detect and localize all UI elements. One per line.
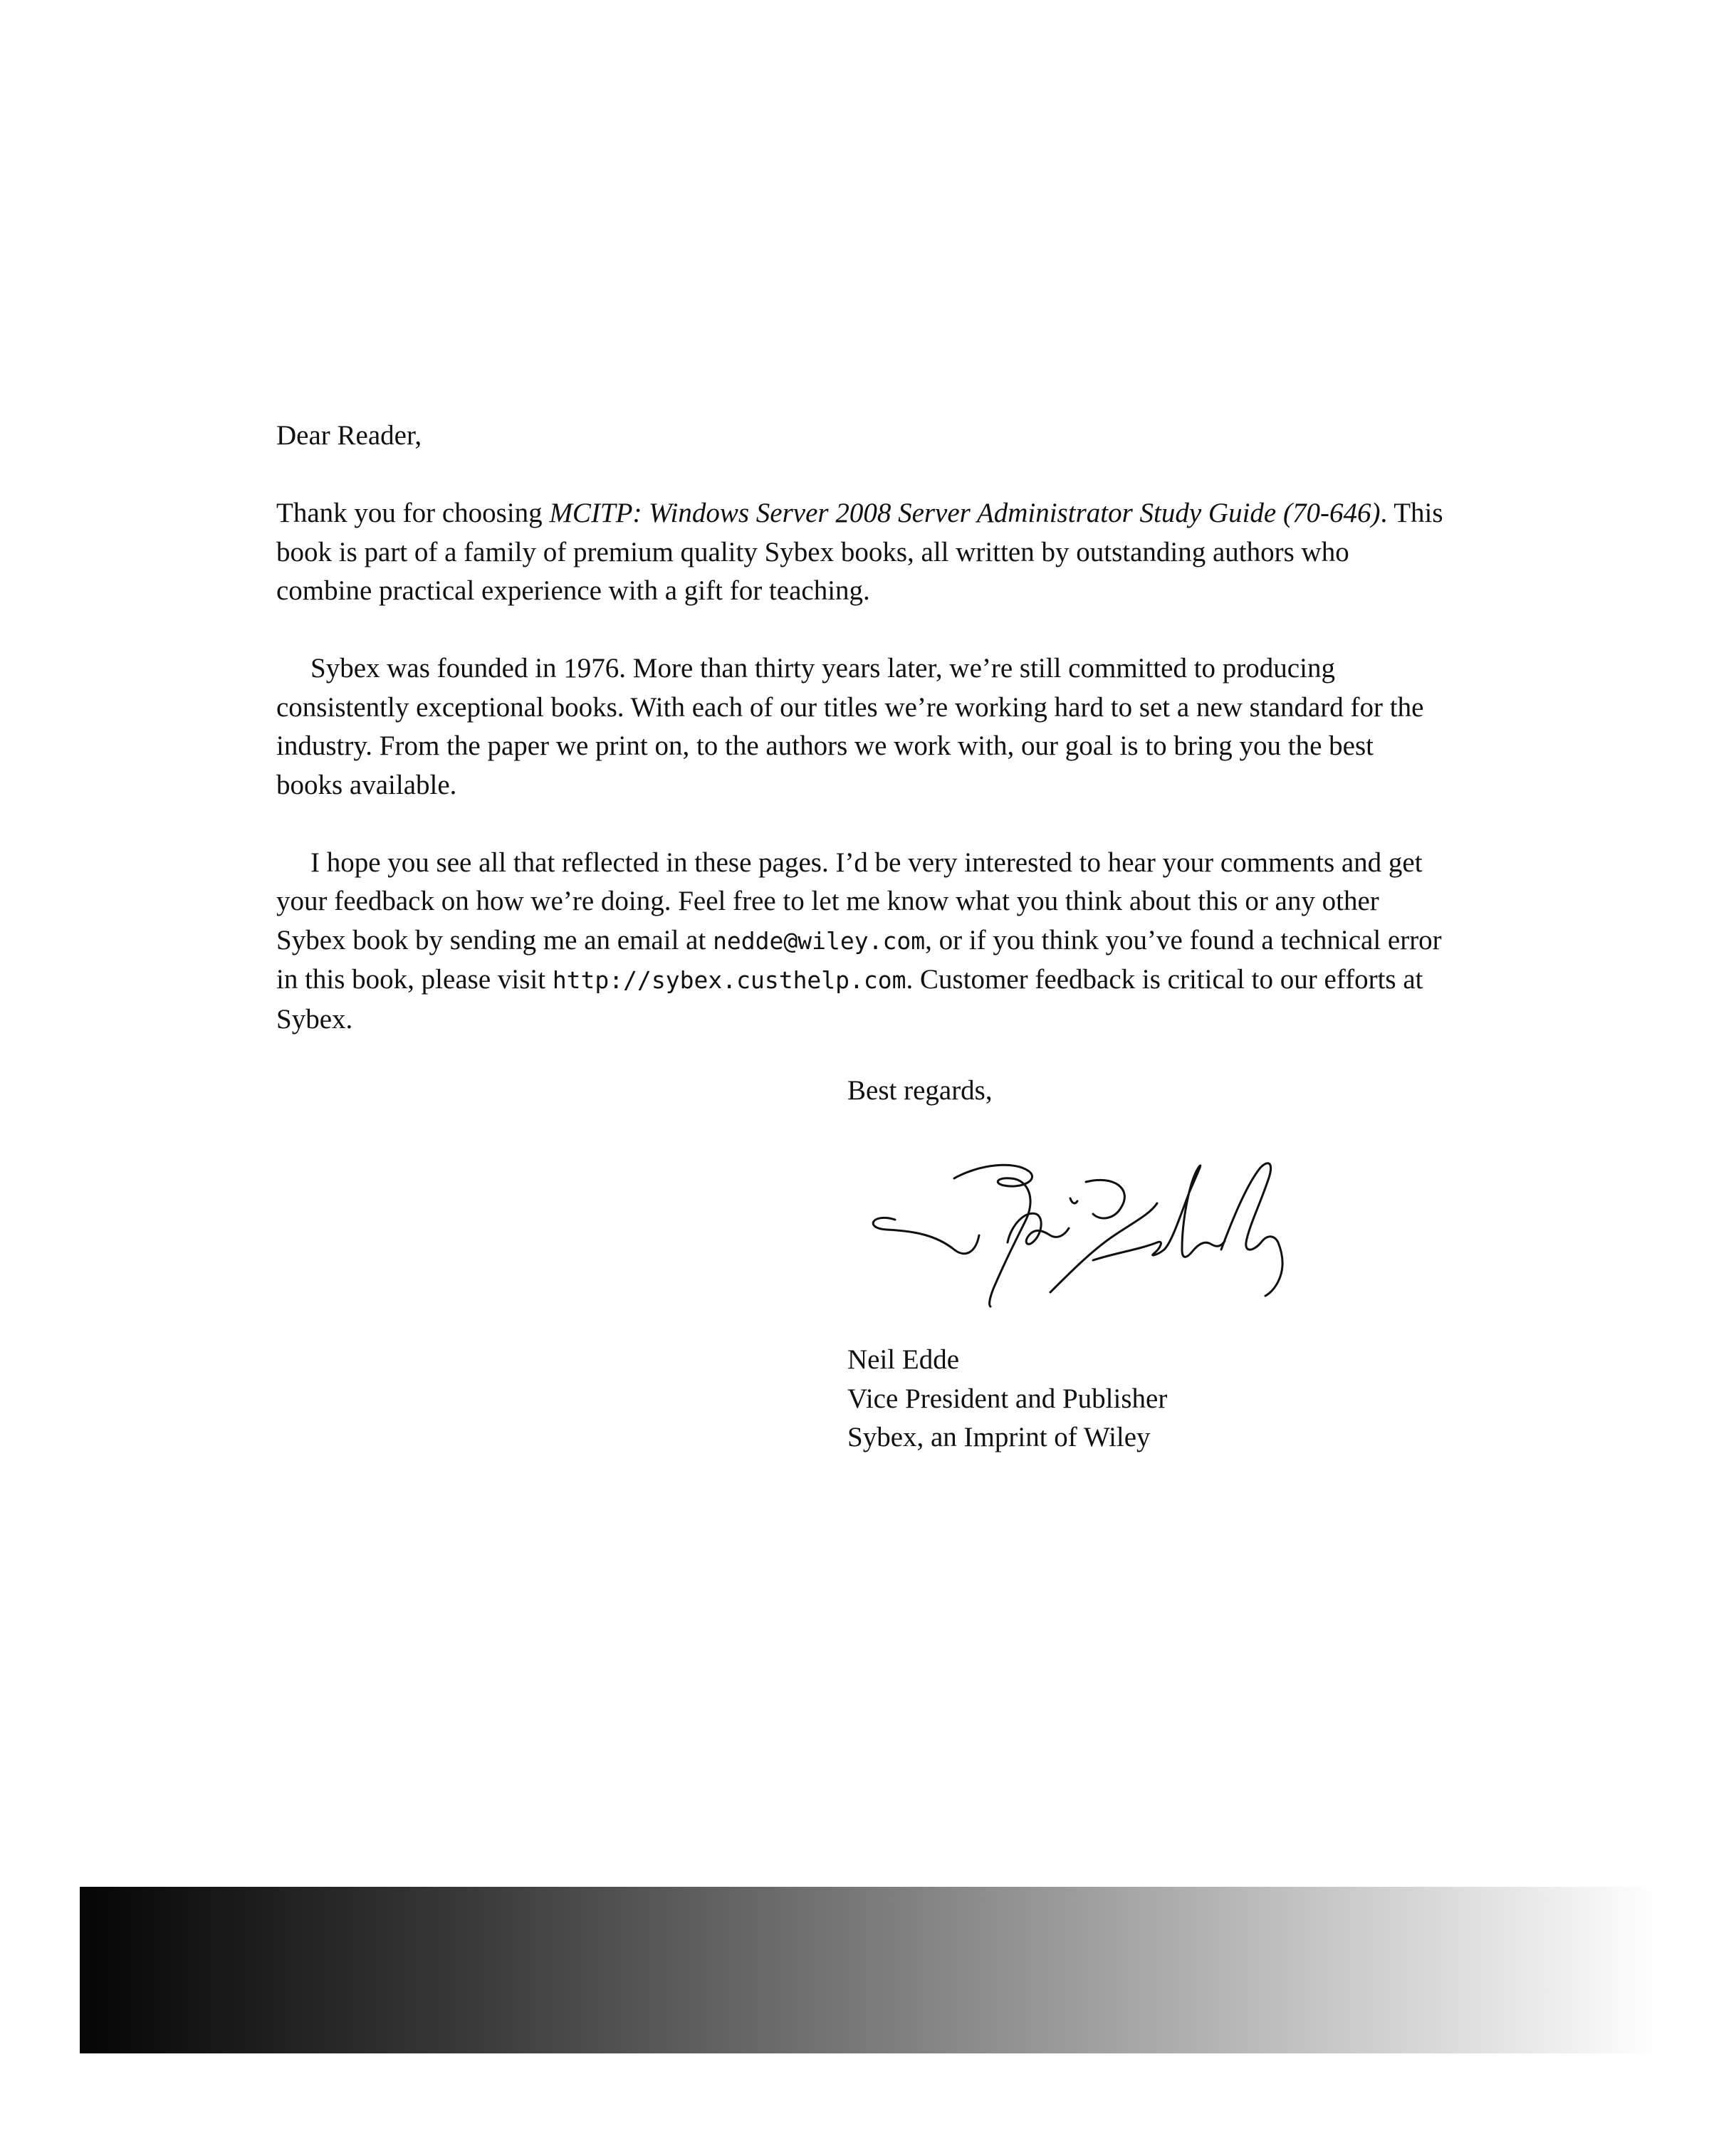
closing: Best regards, [847,1075,993,1106]
feedback-text-2: , or if you think you’ve found a technical error in this book, please visit [276,924,1442,995]
support-url: http://sybex.custhelp.com [552,966,906,994]
signature-image [858,1136,1406,1321]
signer-block [847,1341,1167,1457]
signer-name: Neil Edde [847,1344,960,1375]
feedback-text-3: . Customer feedback is critical to our efforts at Sybex. [276,964,1423,1035]
paragraph-gap [276,611,1444,650]
feedback-text-1: I hope you see all that reflected in these pages. I’d be very interested to hear your comments and get your feedback on how we’re doing. Feel free to let me know what you think about this or any other Sybex book by sending me an email at [276,847,1423,956]
paragraph-gap [276,456,1444,495]
salutation: Dear Reader, [276,420,422,451]
gradient-bar [80,1887,1658,2053]
paragraph-intro [276,494,1444,611]
letter-body [276,417,1444,1039]
paragraph-gap [276,805,1444,844]
book-title: MCITP: Windows Server 2008 Server Administrator Study Guide (70-646) [549,498,1381,528]
intro-prefix: Thank you for choosing [276,498,550,528]
paragraph-history: Sybex was founded in 1976. More than thirty years later, we’re still committed to producing consistently exceptional books. With each of our titles we’re working hard to set a new standard for the industry. From the paper we print on, to the authors we work with, our goal is to bring you the best books available. [276,653,1424,800]
signer-title: Vice President and Publisher [847,1383,1168,1414]
intro-suffix: . This book is part of a family of premium quality Sybex books, all written by outstanding authors who combine practical experience with a gift for teaching. [276,498,1443,606]
paragraph-feedback [276,844,1444,1040]
email-address: nedde@wiley.com [713,926,926,955]
signer-company: Sybex, an Imprint of Wiley [847,1422,1151,1452]
